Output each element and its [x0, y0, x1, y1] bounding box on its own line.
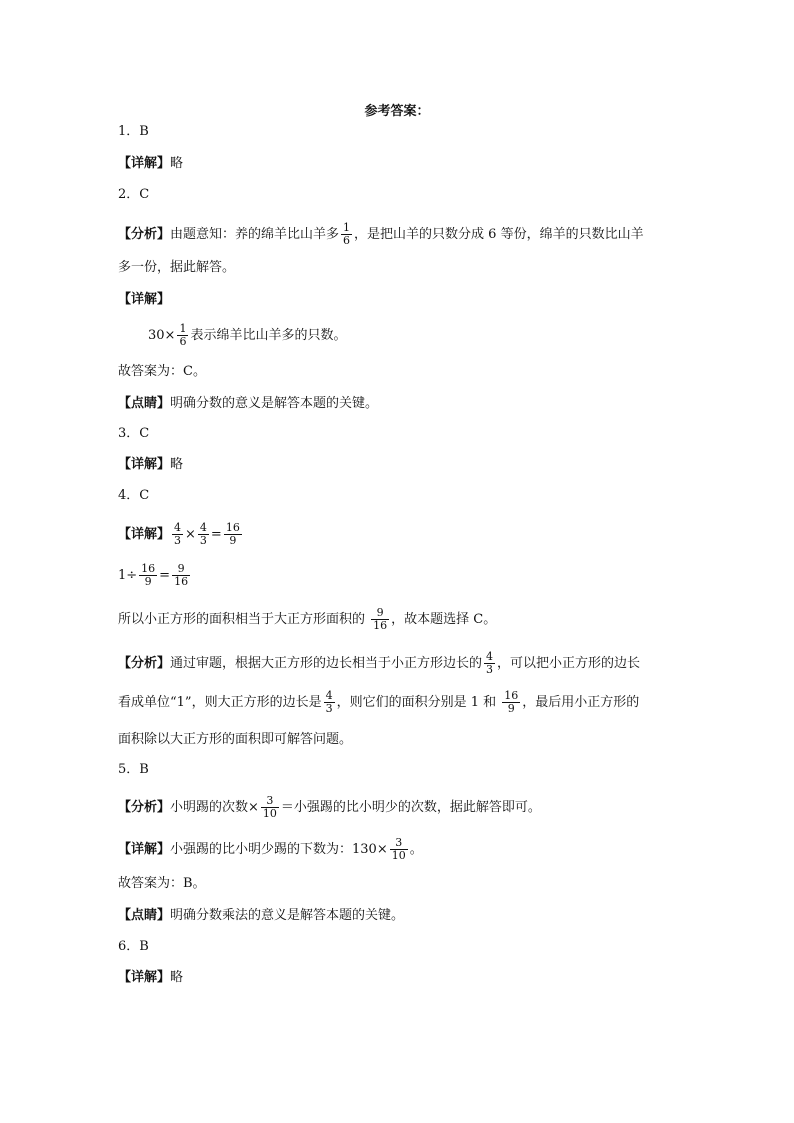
numerator: 4	[174, 521, 182, 534]
denominator: 3	[486, 663, 494, 676]
analysis-text: 看成单位“1”，则大正方形的边长是	[118, 695, 322, 710]
denominator: 6	[179, 335, 187, 348]
fraction	[172, 563, 190, 588]
q4-analysis-3: 面积除以大正方形的面积即可解答问题。	[118, 732, 353, 747]
analysis-text: ，可以把小正方形的边长	[497, 656, 641, 671]
denominator: 16	[174, 575, 189, 588]
numerator: 9	[371, 607, 389, 620]
analysis-text: ，是把山羊的只数分成 6 等份，绵羊的只数比山羊	[354, 227, 644, 242]
fraction	[390, 837, 408, 862]
detail-text: 略	[170, 156, 184, 171]
denominator: 6	[343, 234, 351, 247]
denominator: 9	[507, 702, 515, 715]
analysis-tag: 【分析】	[118, 227, 171, 242]
q4-analysis-1	[118, 651, 640, 676]
q5-number: 5．B	[118, 762, 149, 777]
detail-tag: 【详解】	[118, 527, 171, 542]
q4-detail-eq1	[118, 522, 244, 547]
numerator: 16	[225, 521, 240, 534]
fraction	[172, 522, 183, 547]
equals-sign: =	[159, 568, 171, 583]
numerator: 1	[343, 221, 351, 234]
fraction	[261, 795, 279, 820]
detail-tag: 【详解】	[118, 970, 171, 985]
q2-detail-tag	[118, 290, 170, 310]
numerator: 4	[486, 650, 494, 663]
point-tag: 【点睛】	[118, 396, 171, 411]
fraction	[177, 323, 188, 348]
analysis-tag: 【分析】	[118, 800, 171, 815]
fraction	[198, 522, 209, 547]
equals-sign: =	[210, 527, 222, 542]
detail-text: 略	[170, 457, 184, 472]
q5-analysis	[118, 795, 541, 820]
denominator: 9	[144, 575, 152, 588]
numerator: 4	[325, 689, 333, 702]
analysis-text: 由题意知：养的绵羊比山羊多	[170, 227, 340, 242]
numerator: 1	[179, 322, 187, 335]
detail-tag: 【详解】	[118, 292, 171, 307]
fraction	[484, 651, 495, 676]
q6-number: 6．B	[118, 939, 149, 954]
detail-tag: 【详解】	[118, 842, 171, 857]
detail-tag: 【详解】	[118, 156, 171, 171]
conclusion-text: 所以小正方形的面积相当于大正方形面积的	[118, 612, 366, 627]
q2-point	[118, 394, 378, 414]
numerator: 16	[141, 562, 156, 575]
page-title: 参考答案：	[364, 104, 430, 119]
q6-detail	[118, 968, 183, 988]
point-text: 明确分数的意义是解答本题的关键。	[170, 396, 379, 411]
denominator: 3	[174, 534, 182, 547]
detail-text: 表示绵羊比山羊多的只数。	[190, 328, 347, 343]
q4-analysis-2	[118, 690, 639, 715]
detail-text: 略	[170, 970, 184, 985]
q1-number: 1．B	[118, 124, 149, 139]
detail-text: 30×	[148, 328, 176, 343]
analysis-text: ，最后用小正方形的	[522, 695, 640, 710]
denominator: 3	[325, 702, 333, 715]
fraction	[224, 522, 242, 547]
fraction	[341, 222, 352, 247]
point-text: 明确分数乘法的意义是解答本题的关键。	[170, 908, 405, 923]
numerator: 4	[199, 521, 207, 534]
denominator: 16	[373, 619, 388, 632]
denominator: 10	[262, 807, 277, 820]
denominator: 3	[199, 534, 207, 547]
q4-detail-eq2	[118, 563, 192, 588]
q4-number: 4．C	[118, 488, 150, 503]
fraction	[324, 690, 335, 715]
q3-detail	[118, 455, 183, 475]
q2-detail	[148, 323, 346, 348]
q2-number: 2．C	[118, 187, 150, 202]
detail-text: 小强踢的比小明少踢的下数为：130×	[170, 842, 388, 857]
analysis-text: 通过审题，根据大正方形的边长相当于小正方形边长的	[170, 656, 483, 671]
analysis-text: ，则它们的面积分别是 1 和	[336, 695, 497, 710]
q5-point	[118, 906, 404, 926]
conclusion-text: ，故本题选择 C。	[391, 612, 497, 627]
analysis-text: 小明踢的次数×	[170, 800, 259, 815]
fraction	[371, 607, 389, 632]
times-sign: ×	[185, 527, 196, 542]
analysis-tag: 【分析】	[118, 656, 171, 671]
detail-text: 1÷	[118, 568, 138, 583]
denominator: 9	[229, 534, 237, 547]
numerator: 3	[390, 837, 408, 850]
q2-analysis	[118, 222, 644, 247]
q1-detail	[118, 154, 183, 174]
fraction	[139, 563, 157, 588]
denominator: 10	[391, 849, 406, 862]
numerator: 16	[504, 689, 519, 702]
point-tag: 【点睛】	[118, 908, 171, 923]
detail-text: 。	[409, 842, 423, 857]
analysis-text: ＝小强踢的比小明少的次数，据此解答即可。	[280, 800, 541, 815]
q4-conclusion	[118, 607, 496, 632]
numerator: 9	[172, 563, 190, 576]
q5-detail	[118, 837, 423, 862]
q5-answer: 故答案为：B。	[118, 876, 206, 891]
q2-analysis-cont: 多一份，据此解答。	[118, 260, 236, 275]
fraction	[502, 690, 520, 715]
q3-number: 3．C	[118, 426, 150, 441]
numerator: 3	[261, 795, 279, 808]
q2-answer: 故答案为：C。	[118, 364, 206, 379]
detail-tag: 【详解】	[118, 457, 171, 472]
